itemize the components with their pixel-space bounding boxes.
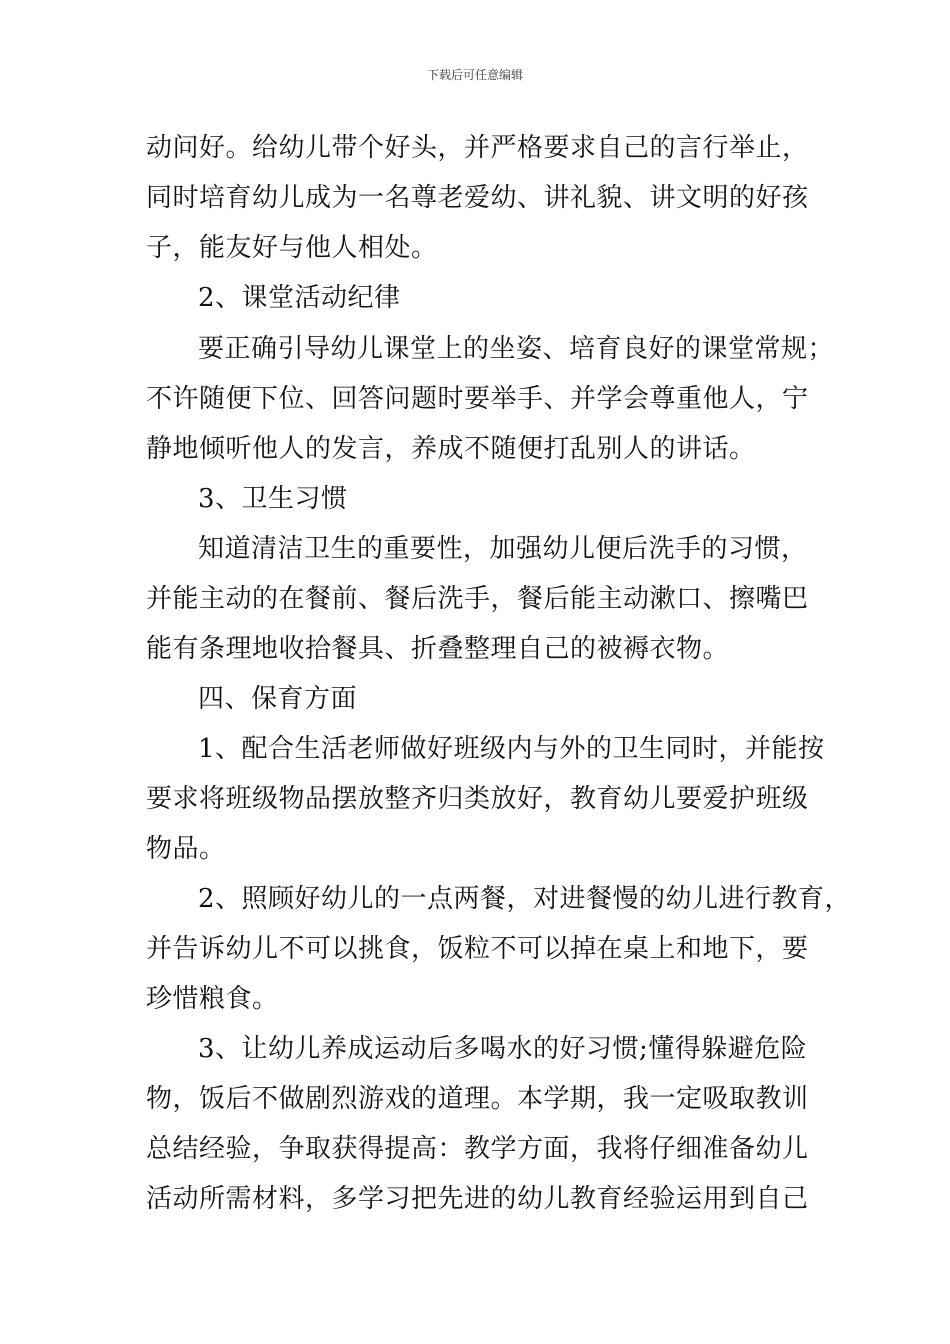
text-line: 2、照顾好幼儿的一点两餐，对进餐慢的幼儿进行教育， xyxy=(198,884,852,914)
text-line: 并能主动的在餐前、餐后洗手，餐后能主动漱口、擦嘴巴 xyxy=(146,584,809,614)
text-line: 总结经验，争取获得提高：教学方面，我将仔细准备幼儿 xyxy=(146,1134,809,1164)
text-line: 要正确引导幼儿课堂上的坐姿、培育良好的课堂常规； xyxy=(198,334,835,364)
text-line: 同时培育幼儿成为一名尊老爱幼、讲礼貌、讲文明的好孩 xyxy=(146,183,809,213)
text-line: 1、配合生活老师做好班级内与外的卫生同时，并能按 xyxy=(198,734,825,764)
text-line: 不许随便下位、回答问题时要举手、并学会尊重他人，宁 xyxy=(146,384,809,414)
section-heading: 3、卫生习惯 xyxy=(198,484,348,514)
text-line: 要求将班级物品摆放整齐归类放好，教育幼儿要爱护班级 xyxy=(146,784,809,814)
text-line: 能有条理地收拾餐具、折叠整理自己的被褥衣物。 xyxy=(146,634,730,664)
section-heading: 四、保育方面 xyxy=(198,684,358,714)
text-line: 活动所需材料，多学习把先进的幼儿教育经验运用到自己 xyxy=(146,1184,809,1214)
text-line: 子，能友好与他人相处。 xyxy=(146,233,438,263)
text-line: 并告诉幼儿不可以挑食，饭粒不可以掉在桌上和地下，要 xyxy=(146,934,809,964)
header-note: 下载后可任意编辑 xyxy=(426,68,523,82)
text-line: 物，饭后不做剧烈游戏的道理。本学期，我一定吸取教训 xyxy=(146,1084,809,1114)
section-heading: 2、课堂活动纪律 xyxy=(198,283,401,313)
text-line: 物品。 xyxy=(146,834,226,864)
text-line: 3、让幼儿养成运动后多喝水的好习惯;懂得躲避危险 xyxy=(198,1034,808,1064)
text-line: 静地倾听他人的发言，养成不随便打乱别人的讲话。 xyxy=(146,434,756,464)
text-line: 珍惜粮食。 xyxy=(146,984,279,1014)
text-line: 知道清洁卫生的重要性，加强幼儿便后洗手的习惯， xyxy=(198,534,808,564)
text-line: 动问好。给幼儿带个好头，并严格要求自己的言行举止， xyxy=(146,133,809,163)
